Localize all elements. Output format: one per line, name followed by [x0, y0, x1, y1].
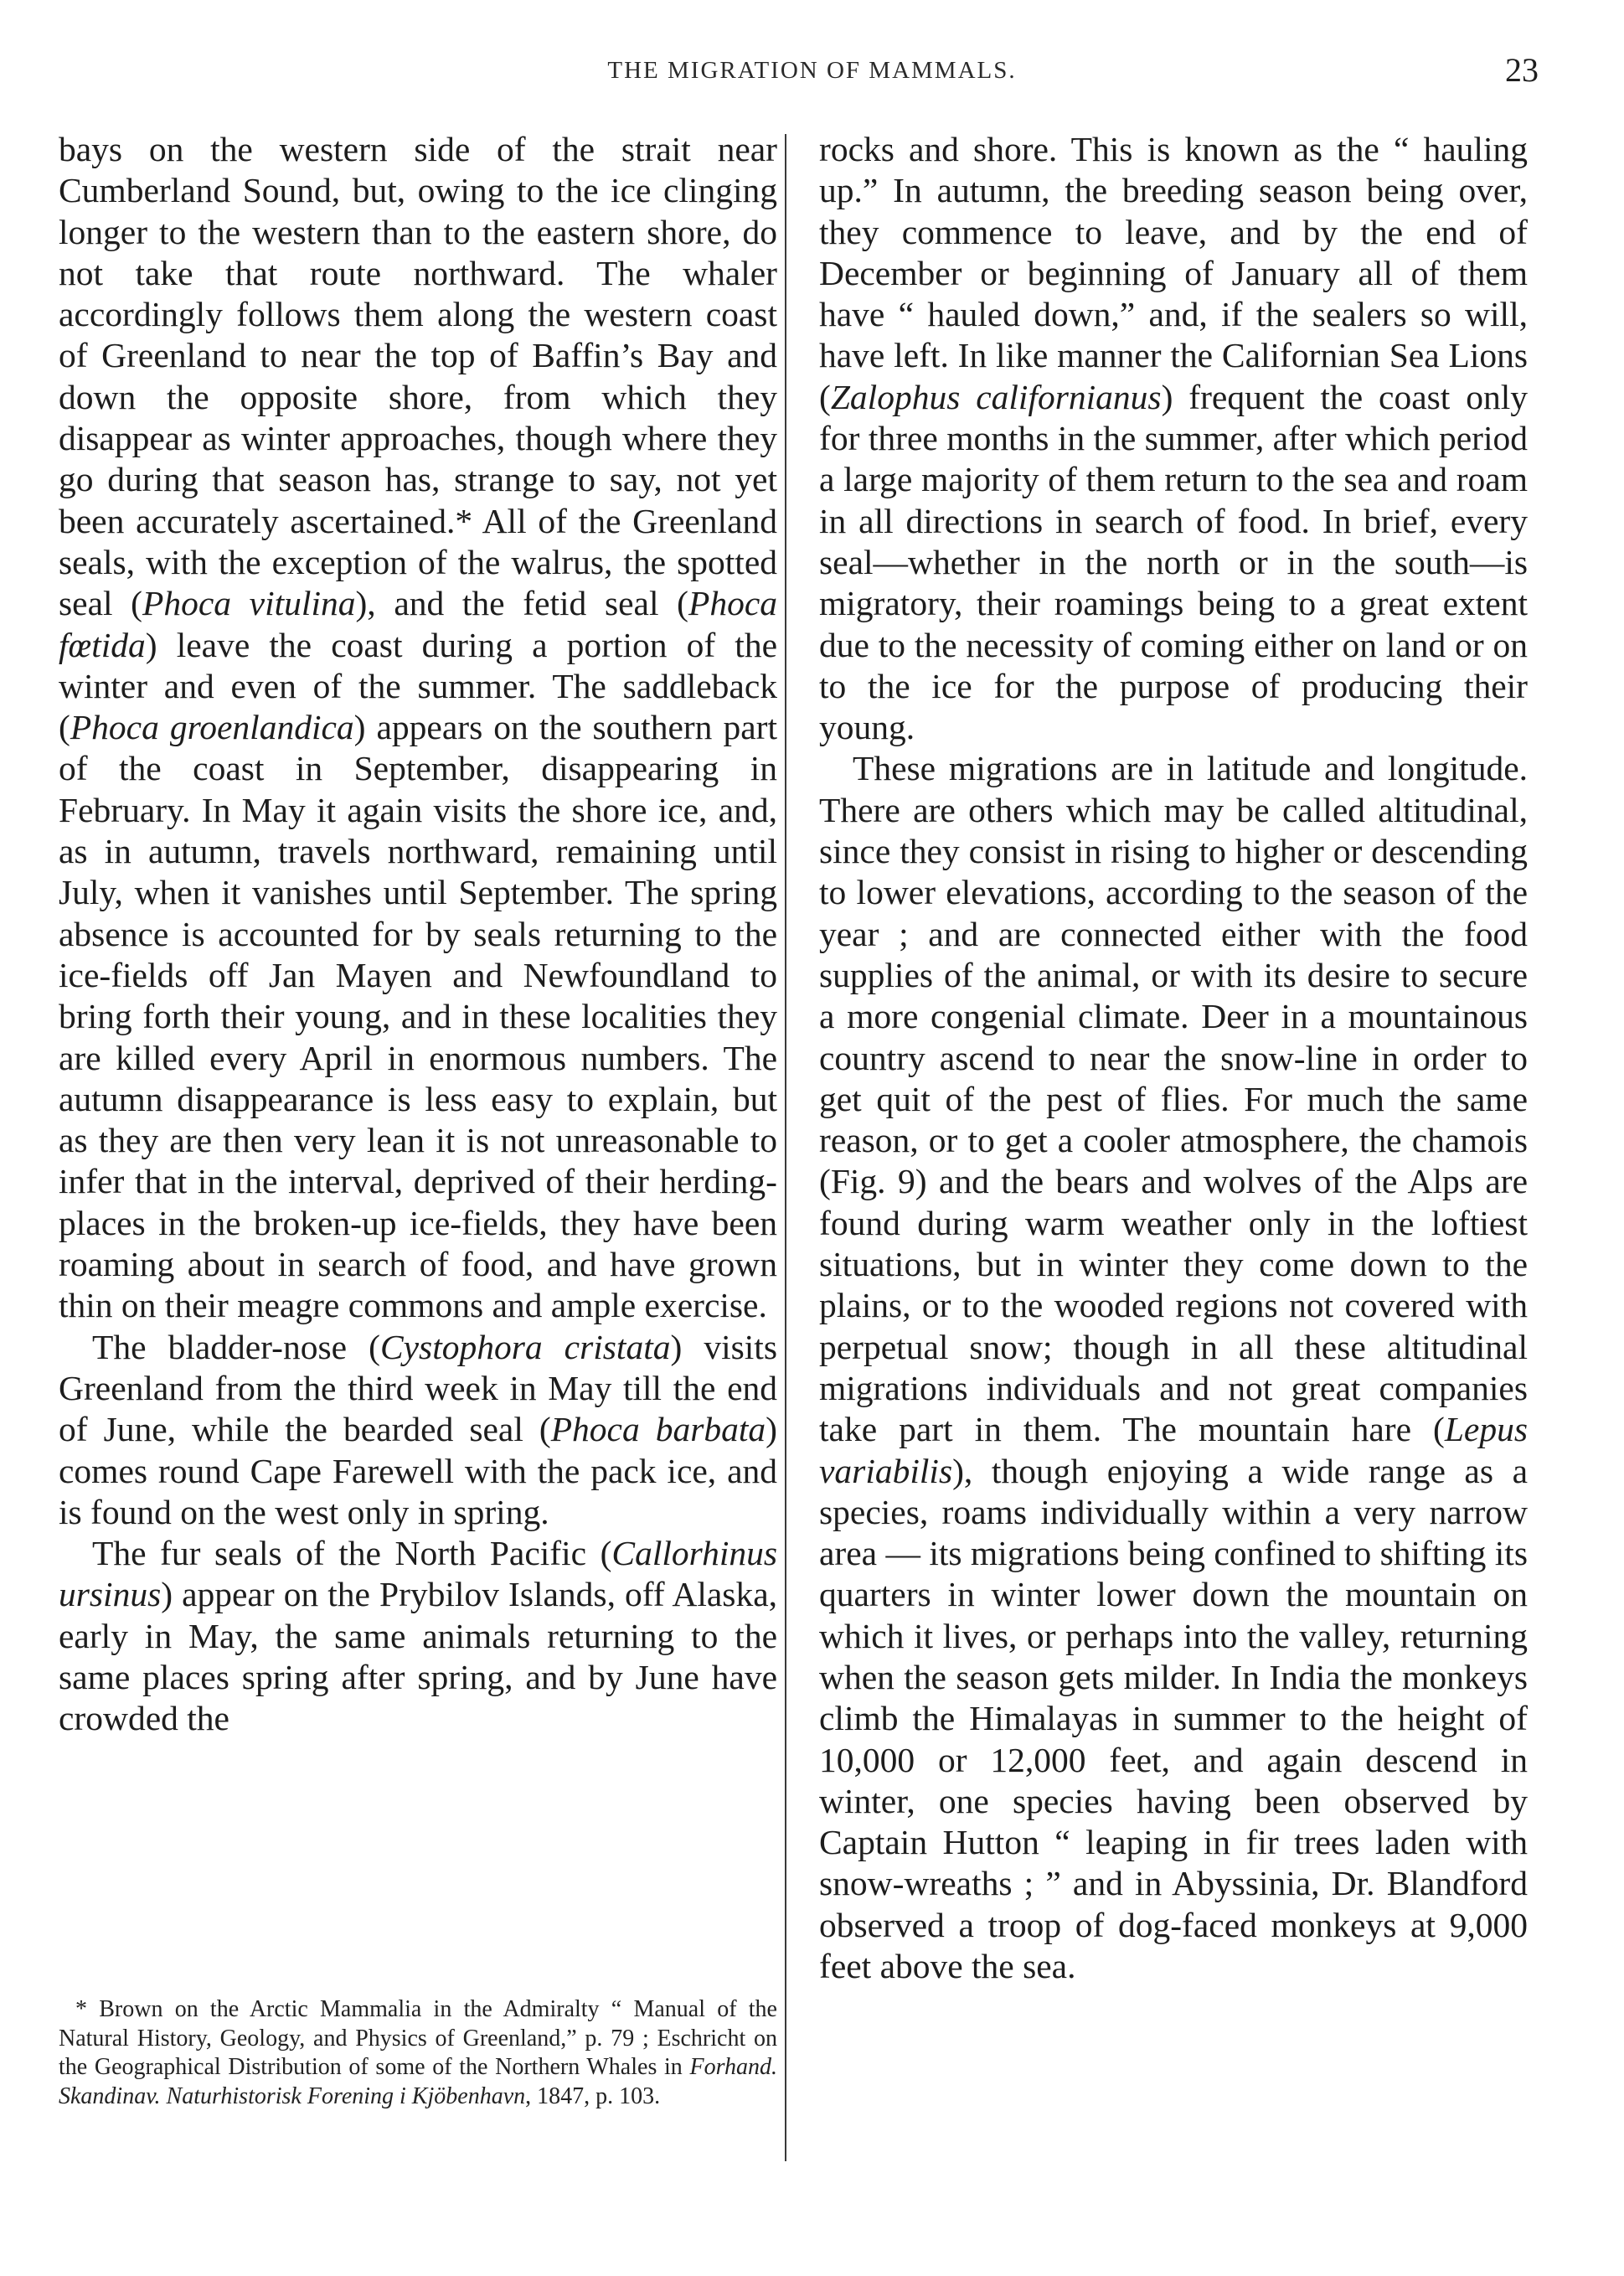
species-name: Phoca groenlandica — [70, 708, 354, 747]
footnote — [59, 1995, 777, 2111]
text-run: ) frequent the coast only for three months in the summer, after which period a large majority of them return to the sea and roam in all directions in search of food. In brief, every seal—whether in the north or in the south—is migratory, their roamings being to a great extent due to the necessity of coming either on land or on to the ice for the purpose of producing their young. — [819, 377, 1528, 747]
footnote-text — [59, 1995, 777, 2111]
species-name: Cystophora cristata — [379, 1327, 671, 1366]
species-name: Phoca vitulina — [142, 584, 356, 623]
right-column — [819, 129, 1528, 1987]
left-column — [59, 129, 777, 1740]
text-run: ) leave the coast during a portion of the winter and even of the summer. The saddleback ( — [59, 625, 777, 747]
text-run: , 1847, p. 103. — [525, 2082, 661, 2109]
text-run: ) comes round Cape Farewell with the pack ice, and is found on the west only in spring. — [59, 1410, 777, 1531]
species-name: Callorhinus ursinus — [59, 1534, 777, 1614]
journal-title: Forhand. Skandinav. Naturhistorisk Forening i Kjöbenhavn — [59, 2054, 777, 2109]
left-paragraph-3 — [59, 1533, 777, 1739]
running-title: THE MIGRATION OF MAMMALS. — [607, 57, 1017, 84]
text-run: ) appears on the southern part of the coast in September, disappearing in February. In May it again visits the shore ice, and, as in autumn, travels northward, remaining until July, when it vanishes until September. The spring absence is accounted for by seals returning to the ice-fields off Jan Mayen and Newfoundland to bring forth their young, and in these localities they are killed every April in enormous numbers. The autumn disappearance is less easy to explain, but as they are then very lean it is not unreasonable to infer that in the interval, deprived of their herding-places in the broken-up ice-fields, they have been roaming about in search of food, and have grown thin on their meagre commons and ample exercise. — [59, 708, 777, 1325]
right-paragraph-2 — [819, 748, 1528, 1987]
text-run: ), though enjoying a wide range as a species, roams individually within a very narrow area — its migrations being confined to shifting its quarters in winter lower down the mountain on which it lives, or perhaps into the valley, returning when the season gets milder. In India the monkeys climb the Himalayas in summer to the height of 10,000 or 12,000 feet, and again descend in winter, one species having been observed by Captain Hutton “ leaping in fir trees laden with snow-wreaths ; ” and in Abyssinia, Dr. Blandford observed a troop of dog-faced monkeys at 9,000 feet above the sea. — [819, 1451, 1528, 1986]
text-run: The fur seals of the North Pacific ( — [92, 1534, 612, 1573]
species-name: Phoca fœtida — [59, 584, 777, 664]
left-paragraph-1 — [59, 129, 777, 1327]
text-run: bays on the western side of the strait near Cumberland Sound, but, owing to the ice clinging longer to the western than to the eastern shore, do not take that route northward. The whaler accordingly follows them along the western coast of Greenland to near the top of Baffin’s Bay and down the opposite shore, from which they disappear as winter approaches, though where they go during that season has, strange to say, not yet been accurately ascertained.* All of the Greenland seals, with the exception of the walrus, the spotted seal ( — [59, 130, 777, 623]
right-paragraph-1 — [819, 129, 1528, 748]
text-run: * Brown on the Arctic Mammalia in the Admiralty “ Manual of the Natural History, Geology, and Physics of Greenland,” p. 79 ; Eschricht on the Geographical Distribution of some of the Northern Whales in — [59, 1996, 777, 2080]
species-name: Lepus variabilis — [819, 1410, 1528, 1490]
page-number: 23 — [1505, 51, 1539, 89]
running-head — [0, 49, 1624, 90]
column-rule — [785, 134, 786, 2161]
species-name: Zalophus californianus — [830, 377, 1162, 416]
text-run: ) appear on the Prybilov Islands, off Alaska, early in May, the same animals returning to the same places spring after spring, and by June have crowded the — [59, 1575, 777, 1738]
text-run: The bladder-nose ( — [92, 1327, 380, 1366]
text-run: ) visits Greenland from the third week in May till the end of June, while the bearded seal ( — [59, 1327, 777, 1449]
left-paragraph-2 — [59, 1327, 777, 1533]
species-name: Phoca barbata — [550, 1410, 766, 1449]
text-run: ), and the fetid seal ( — [355, 584, 688, 623]
text-run: rocks and shore. This is known as the “ hauling up.” In autumn, the breeding season being over, they commence to leave, and by the end of December or beginning of January all of them have “ hauled down,” and, if the sealers so will, have left. In like manner the Californian Sea Lions ( — [819, 130, 1528, 416]
text-run: These migrations are in latitude and longitude. There are others which may be called altitudinal, since they consist in rising to higher or descending to lower elevations, according to the season of the year ; and are connected either with the food supplies of the animal, or with its desire to secure a more congenial climate. Deer in a mountainous country ascend to near the snow-line in order to get quit of the pest of flies. For much the same reason, or to get a cooler atmosphere, the chamois (Fig. 9) and the bears and wolves of the Alps are found during warm weather only in the loftiest situations, but in winter they come down to the plains, or to the wooded regions not covered with perpetual snow; though in all these altitudinal migrations individuals and not great companies take part in them. The mountain hare ( — [819, 749, 1528, 1449]
